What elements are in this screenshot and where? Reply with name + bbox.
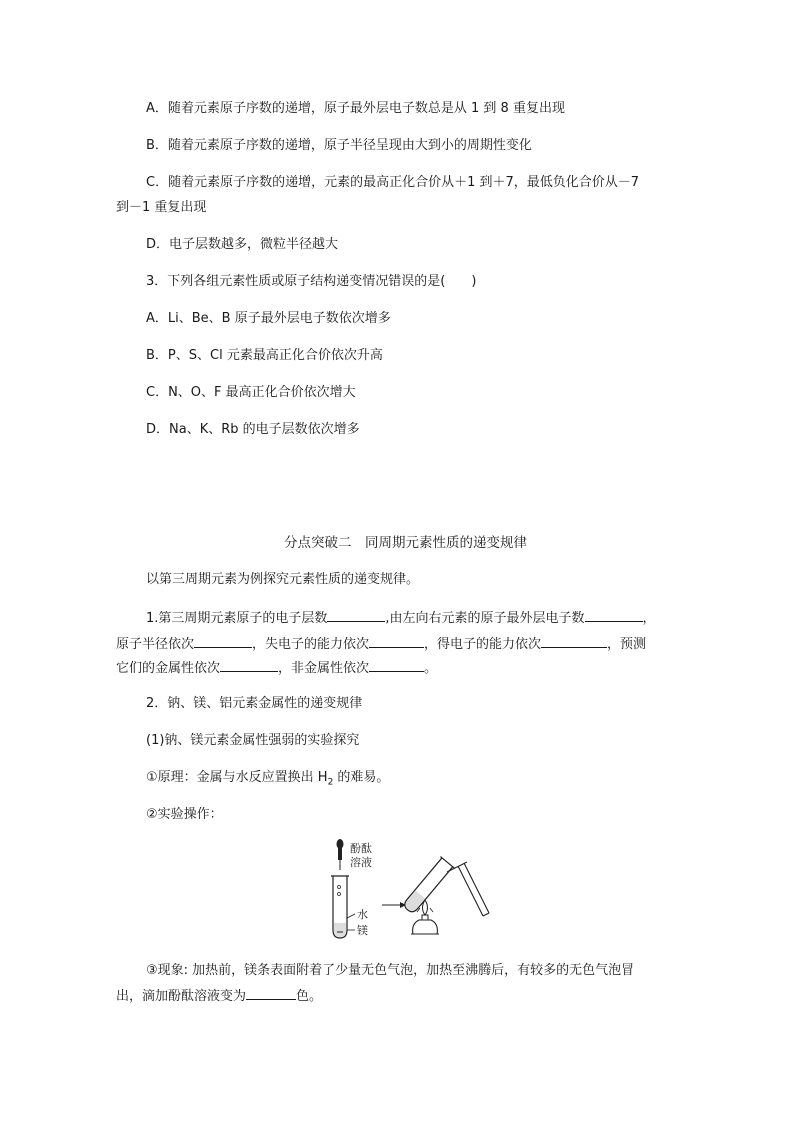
operation-label: ②实验操作： [146, 807, 223, 822]
item1-text-10: 。 [424, 661, 438, 676]
item1-line3 [116, 658, 437, 678]
answer-blank[interactable] [541, 634, 607, 648]
test-tube-icon [331, 876, 349, 938]
section-intro: 以第三周期元素为例探究元素性质的递变规律。 [146, 572, 420, 587]
item1-text-4: 原子半径依次 [116, 637, 195, 652]
label-phenol-2: 溶液 [350, 856, 372, 869]
q2-option-a: A．随着元素原子序数的递增，原子最外层电子数总是从 1 到 8 重复出现 [146, 101, 565, 116]
q3-option-c: C．N、O、F 最高正化合价依次增大 [146, 385, 356, 400]
item1-line2 [116, 634, 646, 654]
q3-option-a: A．Li、Be、B 原子最外层电子数依次增多 [146, 311, 391, 326]
item1-text-1: 1.第三周期元素原子的电子层数 [146, 611, 328, 626]
dropper-icon [337, 839, 344, 870]
answer-blank[interactable] [585, 608, 643, 622]
answer-blank[interactable] [194, 634, 252, 648]
item1-text-3: ， [642, 611, 656, 626]
item1-text-9: ，非金属性依次 [278, 661, 370, 676]
item1-text-2: ,由左向右元素的原子最外层电子数 [385, 611, 585, 626]
phenomenon-text-a: 出，滴加酚酞溶液变为 [116, 989, 247, 1004]
principle-post: 的难易。 [333, 770, 390, 785]
answer-blank[interactable] [369, 634, 424, 648]
item1-text-5: ，失电子的能力依次 [252, 637, 370, 652]
phenomenon-text-b: 色。 [296, 989, 323, 1004]
experiment-figure [325, 838, 505, 952]
item1-text-8: 它们的金属性依次 [116, 661, 221, 676]
item2-heading: 2．钠、镁、铝元素金属性的递变规律 [146, 696, 363, 711]
label-phenol-1: 酚酞 [350, 842, 372, 855]
section-title: 分点突破二 同周期元素性质的递变规律 [284, 535, 527, 551]
principle-sub: 2 [327, 777, 334, 788]
experiment-diagram [325, 838, 505, 948]
phenomenon-line1: ③现象: 加热前，镁条表面附着了少量无色气泡，加热至沸腾后，有较多的无色气泡冒 [146, 963, 635, 978]
item1-line1 [146, 608, 656, 628]
q2-option-b: B．随着元素原子序数的递增，原子半径呈现由大到小的周期性变化 [146, 138, 532, 153]
principle-pre: ①原理：金属与水反应置换出 H [146, 770, 328, 785]
q2-option-c-line2: 到－1 重复出现 [116, 200, 207, 215]
arrow-right-icon [382, 902, 406, 908]
q2-option-c-line1: C．随着元素原子序数的递增，元素的最高正化合价从＋1 到＋7，最低负化合价从－7 [146, 175, 640, 190]
q3-option-d: D．Na、K、Rb 的电子层数依次增多 [146, 422, 360, 437]
phenomenon-line2 [116, 986, 322, 1006]
answer-blank[interactable] [369, 658, 424, 672]
answer-blank[interactable] [327, 608, 385, 622]
q3-option-b: B．P、S、Cl 元素最高正化合价依次升高 [146, 348, 383, 363]
test-tube-holder-icon [447, 862, 489, 916]
answer-blank[interactable] [220, 658, 278, 672]
label-water: 水 [357, 908, 368, 921]
answer-blank[interactable] [246, 986, 296, 1000]
q2-option-d: D．电子层数越多，微粒半径越大 [146, 237, 339, 252]
principle-text [146, 769, 389, 792]
sub1-heading: (1)钠、镁元素金属性强弱的实验探究 [146, 733, 360, 748]
label-mg: 镁 [357, 924, 368, 937]
q3-stem: 3．下列各组元素性质或原子结构递变情况错误的是( ) [146, 274, 477, 289]
item1-text-6: ，得电子的能力依次 [424, 637, 542, 652]
item1-text-7: ，预测 [607, 637, 647, 652]
